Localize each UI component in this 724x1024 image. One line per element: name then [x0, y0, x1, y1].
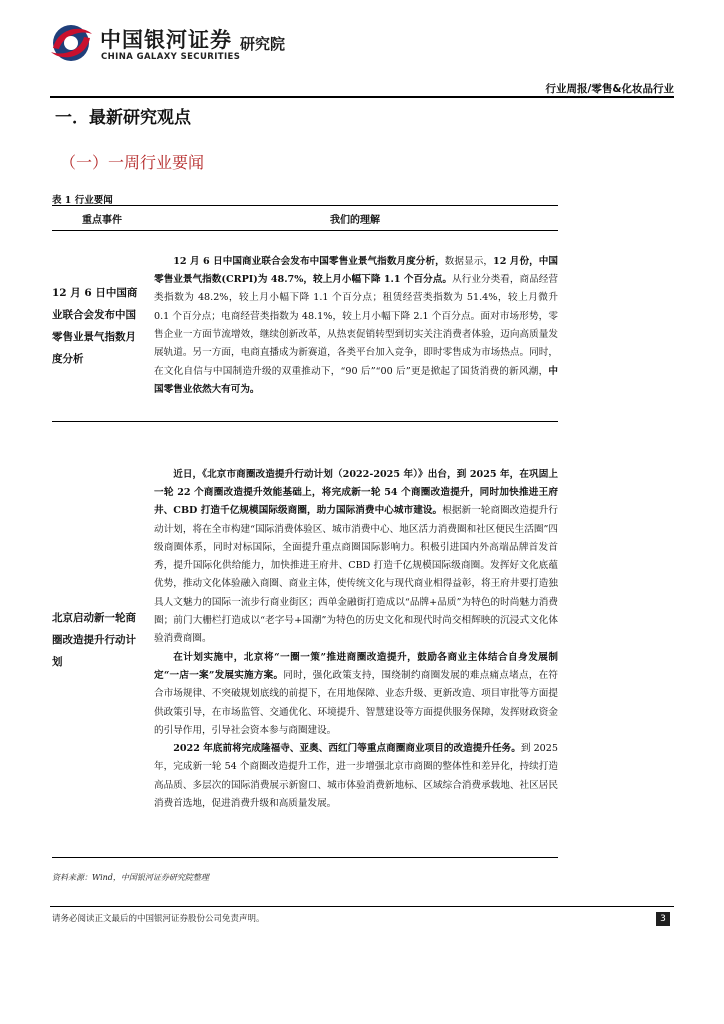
paragraph: [154, 740, 558, 813]
galaxy-logo-icon: [48, 22, 94, 64]
body-text: 根据新一轮商圈改造提升行动计划，将在全市构建“国际消费体验区、城市消费中心、地区活力消费圈和社区便民生活圈”四级商圈体系，同时对标国际，全面提升重点商圈国际影响力。积极引进国内外高端品牌首发首秀，提升国际化供给能力，加快推进王府井、CBD 打造千亿规模国际级商圈。发挥好文化底蕴优势，推动文化体验融入商圈、商业主体，使传统文化与现代商业相得益彰，将王府井要打造独具人文魅力的国际一流步行商业街区；西单金融街打造成以“品牌+品质”为特色的时尚魅力消费圈；前门大栅栏打造成以“老字号+国潮”为特色的历史文化和现代时尚交相辉映的沉浸式文化体验消费商圈。: [154, 505, 558, 645]
bold-text: 12 月份，中国零售业景气指数(CRPI)为 48.7%，较上月小幅下降 1.1 个百分点。: [154, 255, 559, 286]
page-number: 3: [656, 912, 670, 926]
bold-text: 中国零售业依然大有可为。: [154, 365, 558, 395]
body-text: 从行业分类看，商品经营类指数为 48.2%，较上月小幅下降 1.1 个百分点；租赁经营类指数为 51.4%，较上月微升 0.1 个百分点；电商经营类指数为 48.1%，较上月小幅下降 2.1 个百分点。面对市场形势，零售企业一方面节流增效，继续创新改革，从热衷促销转型到切实关注消费者体验，迈向高质量发展轨道。另一方面，电商直播成为新赛道，各类平台加入竞争，即时零售成为市场热点。同时，在文化自信与中国制造升级的双重推动下，“90 后”“00 后”更是掀起了国货消费的新风潮，: [154, 274, 558, 377]
event-cell: 北京启动新一轮商圈改造提升行动计划: [52, 422, 152, 858]
col-header-view: 我们的理解: [152, 206, 558, 231]
brand-name-en: CHINA GALAXY SECURITIES: [101, 52, 241, 62]
table-header-row: [52, 206, 558, 231]
bold-text: 近日，《北京市商圈改造提升行动计划（2022-2025 年）》出台，到 2025 年，在巩固上一轮 22 个商圈改造提升效能基础上，将完成新一轮 54 个商圈改造提升，同时加快推进王府井、CBD 打造千亿规模国际级商圈，助力国际消费中心城市建设。: [154, 468, 558, 517]
report-type: 行业周报/零售&化妆品行业: [545, 83, 674, 95]
footer-divider: [50, 906, 674, 907]
header-divider: [50, 96, 674, 98]
brand-institute: 研究院: [240, 35, 286, 53]
table-row: [52, 422, 558, 858]
body-text: 同时，强化政策支持，围绕制约商圈发展的难点痛点堵点，在符合市场规律、不突破规划底线的前提下，在用地保障、业态升级、更新改造、项目审批等方面提供政策引导，在市场监管、交通优化、环境提升、智慧建设等方面提供服务保障，发挥财政资金的引导作用，引导社会资本参与商圈建设。: [154, 669, 558, 736]
body-text: 数据显示，: [444, 255, 494, 267]
paragraph: [154, 466, 558, 649]
section-subheading: （一）一周行业要闻: [60, 153, 205, 172]
bold-text: 12 月 6 日中国商业联合会发布中国零售业景气指数月度分析，: [173, 255, 445, 267]
page-header: [0, 0, 724, 100]
paragraph: [154, 649, 558, 740]
table-row: [52, 231, 558, 422]
footer-disclaimer: 请务必阅读正文最后的中国银河证券股份公司免责声明。: [52, 914, 265, 924]
bold-text: 在计划实施中，北京将“一圈一策”推进商圈改造提升，鼓励各商业主体结合自身发展制定“一店一案”发展实施方案。: [154, 651, 558, 681]
paragraph: [154, 253, 558, 399]
news-table: [52, 205, 558, 858]
event-cell: 12 月 6 日中国商业联合会发布中国零售业景气指数月度分析: [52, 231, 152, 422]
body-text: 到 2025 年，完成新一轮 54 个商圈改造提升工作，进一步增强北京市商圈的整体性和差异化，持续打造高品质、多层次的国际消费展示新窗口、城市体验消费新地标、区域综合消费承载地、社区居民消费首选地，促进消费升级和高质量发展。: [154, 743, 558, 810]
table-caption: 表 1 行业要闻: [52, 195, 113, 206]
view-cell: [152, 422, 558, 858]
bold-text: 2022 年底前将完成隆福寺、亚奥、西红门等重点商圈商业项目的改造提升任务。: [173, 743, 521, 755]
col-header-event: 重点事件: [52, 206, 152, 231]
view-cell: [152, 231, 558, 422]
section-heading: 一．最新研究观点: [55, 108, 191, 128]
source-note: 资料来源：Wind，中国银河证券研究院整理: [52, 873, 209, 882]
brand-name-cn: 中国银河证券: [100, 28, 232, 52]
